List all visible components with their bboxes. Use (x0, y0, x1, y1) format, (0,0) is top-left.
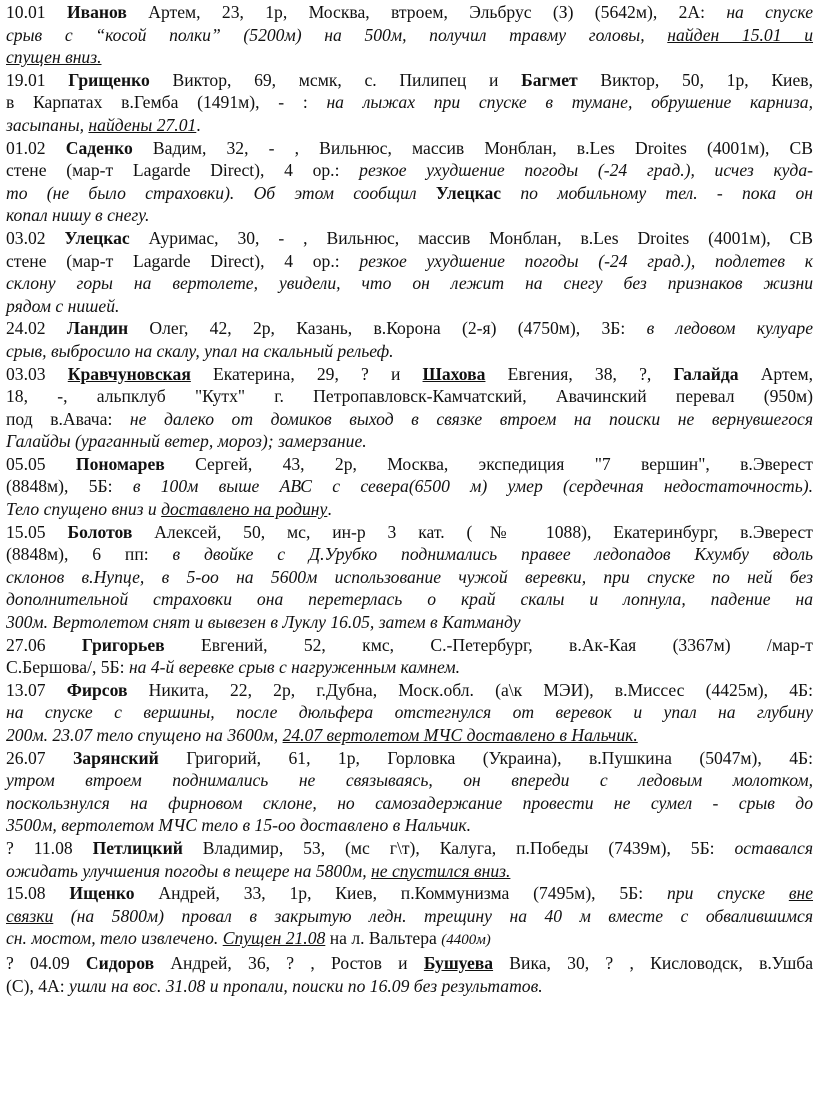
entry-text: Артем, (738, 363, 813, 384)
entry-line (6, 159, 813, 182)
entry-line (6, 747, 813, 770)
incident-description: (на 5800м) провал в закрытую ледн. трещину на 40 м вместе с обвалившимся (53, 905, 813, 926)
incident-description: 3500м, вертолетом МЧС тело в 15-оо доставлено в Нальчик. (6, 815, 472, 836)
incident-description: Галайды (ураганный ветер, мороз); замерзание. (6, 431, 367, 452)
entry-text: стене (мар-т Lagarde Direct), 4 ор.: (6, 160, 360, 181)
incident-description: резкое ухудшение погоды (-24 град.), подлетев к (359, 250, 813, 271)
person-name: Галайда (673, 363, 739, 384)
entry-text: Владимир, 53, (мс г\т), Калуга, п.Победы (7439м), 5Б: (182, 837, 735, 858)
entry-text: 05.05 (6, 453, 76, 474)
entry-line (6, 543, 813, 566)
incident-description: склонов в.Нупце, в 5-оо на 5600м использование чужой веревки, при спуске по ней без (6, 566, 813, 587)
entry-line (6, 634, 813, 657)
person-name: Фирсов (66, 679, 128, 700)
entry-text: Евгений, 52, кмс, С.-Петербург, в.Ак-Кая (3367м) /мар-т (164, 634, 813, 655)
incident-description: сн. мостом, тело извлечено. (6, 928, 223, 949)
accident-list (6, 1, 813, 997)
entry-text: под в.Авача: (6, 408, 130, 429)
entry-text: Григорий, 61, 1р, Горловка (Украина), в.Пушкина (5047м), 4Б: (158, 747, 813, 768)
incident-description: засыпаны, (6, 114, 89, 135)
accident-entry (6, 837, 813, 882)
entry-line (6, 182, 813, 205)
entry-text: Артем, 23, 1р, Москва, втроем, Эльбрус (З) (5642м), 2А: (126, 2, 727, 22)
entry-text: Андрей, 36, ? , Ростов и (154, 952, 424, 973)
entry-line (6, 430, 813, 453)
entry-text: Екатерина, 29, ? и (190, 363, 423, 384)
person-name: Грищенко (68, 69, 150, 90)
entry-line (6, 453, 813, 476)
incident-description: в двойке с Д.Урубко поднимались правее ледопадов Кхумбу вдоль (172, 544, 813, 565)
incident-description: доставлено на родину (161, 499, 328, 520)
entry-line (6, 882, 813, 905)
entry-text: 26.07 (6, 747, 74, 768)
incident-description: спущен вниз. (6, 47, 102, 68)
incident-description: (4400м) (441, 932, 491, 949)
entry-text: (С), 4А: (6, 975, 70, 996)
entry-line (6, 69, 813, 92)
entry-text: 13.07 (6, 679, 67, 700)
person-name: Саденко (65, 137, 133, 158)
entry-line (6, 137, 813, 160)
accident-entry (6, 453, 813, 521)
incident-description: на спуске (726, 2, 814, 22)
entry-text: Никита, 22, 2р, г.Дубна, Моск.обл. (а\к МЭИ), в.Миссес (4425м), 4Б: (127, 679, 814, 700)
entry-text: 15.08 (6, 883, 70, 904)
entry-text: Виктор, 50, 1р, Киев, (577, 69, 813, 90)
entry-text: 18, -, альпклуб "Кутх" г. Петропавловск-Камчатский, Авачинский перевал (950м) (6, 386, 813, 407)
entry-line (6, 227, 813, 250)
entry-line (6, 724, 813, 747)
entry-line (6, 656, 813, 679)
accident-entry (6, 69, 813, 137)
incident-description: найдены 27.01 (88, 114, 197, 135)
entry-line (6, 952, 813, 975)
person-name: Багмет (521, 69, 578, 90)
entry-line (6, 860, 813, 883)
incident-description: в ледовом кулуаре (646, 318, 814, 339)
entry-line (6, 385, 813, 408)
entry-text: 15.05 (6, 521, 68, 542)
incident-description: 24.07 вертолетом МЧС доставлено в Нальчик. (282, 725, 638, 745)
incident-description: не далеко от домиков выход в связке втроем на поиски не вернувшегося (129, 408, 813, 429)
entry-text: (8848м), 6 пп: (6, 544, 173, 565)
entry-line (6, 701, 813, 724)
entry-line (6, 588, 813, 611)
accident-entry (6, 137, 813, 227)
entry-text: Евгения, 38, ?, (485, 363, 674, 384)
incident-description: срыв, выбросило на скалу, упал на скальный рельеф. (6, 340, 394, 361)
accident-entry (6, 521, 813, 634)
person-name: Ищенко (69, 883, 135, 904)
incident-description: в 100м выше АВС с севера(6500 м) умер (сердечная недостаточность). (132, 476, 813, 497)
person-name: Зарянский (73, 747, 159, 768)
entry-line (6, 975, 813, 998)
entry-text: 27.06 (6, 634, 82, 655)
incident-description: на спуске с вершины, после дюльфера отстегнулся от веревок и упал на глубину (6, 702, 813, 723)
entry-line (6, 91, 813, 114)
incident-description: то (не было страховки). Об этом сообщил (6, 182, 436, 203)
entry-line (6, 114, 813, 137)
entry-text: Ауримас, 30, - , Вильнюс, массив Монблан, в.Les Droites (4001м), СВ (129, 227, 814, 248)
entry-line (6, 679, 813, 702)
incident-description: поскользнулся на фирновом склоне, но самозадержание провести не сумел - срыв до (6, 792, 813, 813)
entry-text: 03.02 (6, 227, 65, 248)
entry-line (6, 272, 813, 295)
entry-text: стене (мар-т Lagarde Direct), 4 ор.: (6, 250, 360, 271)
accident-entry (6, 363, 813, 453)
incident-description: ушли на вос. 31.08 и пропали, поиски по 16.09 без результатов. (69, 975, 543, 996)
incident-description: оставался (734, 837, 813, 858)
incident-description: срыв с “косой полки” (5200м) на 500м, получил травму головы, (6, 24, 668, 45)
incident-description: на 4-й веревке срыв с нагруженным камнем. (128, 657, 460, 678)
entry-text: Сергей, 43, 2р, Москва, экспедиция "7 вершин", в.Эверест (164, 453, 813, 474)
accident-entry (6, 747, 813, 837)
entry-line (6, 837, 813, 860)
incident-description: рядом с нишей. (6, 295, 120, 316)
entry-line (6, 475, 813, 498)
entry-line (6, 363, 813, 386)
entry-line (6, 317, 813, 340)
entry-text: ? 11.08 (6, 837, 93, 858)
entry-line (6, 927, 813, 952)
entry-line (6, 611, 813, 634)
person-name: Болотов (67, 521, 133, 542)
accident-entry (6, 952, 813, 997)
incident-description: Тело спущено вниз и (6, 499, 162, 520)
entry-text: С.Бершова/, 5Б: (6, 657, 129, 678)
accident-entry (6, 634, 813, 679)
entry-text: (8848м), 5Б: (6, 476, 133, 497)
incident-description: 300м. Вертолетом снят и вывезен в Луклу 16.05, затем в Катманду (6, 612, 521, 633)
person-name: Улецкас (64, 227, 130, 248)
entry-text: Алексей, 50, мс, ин-р 3 кат. (№ 1088), Екатеринбург, в.Эверест (132, 521, 813, 542)
entry-text: Вадим, 32, - , Вильнюс, массив Монблан, в.Les Droites (4001м), СВ (132, 137, 814, 158)
entry-line (6, 408, 813, 431)
accident-entry (6, 1, 813, 69)
entry-line (6, 295, 813, 318)
incident-description: 200м. 23.07 тело спущено на 3600м, (6, 725, 283, 745)
entry-line (6, 24, 813, 47)
entry-text: 10.01 (6, 2, 67, 22)
incident-description: по мобильному тел. - пока он (501, 182, 813, 203)
entry-text: . (327, 499, 332, 520)
entry-text: на л. Вальтера (325, 928, 442, 949)
entry-line (6, 905, 813, 928)
person-name: Улецкас (435, 182, 502, 203)
entry-line (6, 814, 813, 837)
person-name: Григорьев (81, 634, 165, 655)
accident-entry (6, 882, 813, 952)
person-name: Иванов (66, 2, 127, 22)
person-name: Кравчуновская (67, 363, 191, 384)
incident-description: склону горы на вертолете, увидели, что он лежит на снегу без признаков жизни (6, 273, 813, 294)
incident-description: найден 15.01 и (667, 24, 813, 45)
person-name: Бушуева (423, 952, 494, 973)
entry-line (6, 1, 813, 24)
entry-text: 01.02 (6, 137, 66, 158)
incident-description: утром втроем поднимались не связываясь, он впереди с ледовым молотком, (6, 770, 813, 791)
incident-description: при спуске (666, 883, 789, 904)
entry-text: в Карпатах в.Гемба (1491м), - : (6, 92, 327, 113)
incident-description: связки (6, 905, 54, 926)
accident-entry (6, 227, 813, 317)
entry-line (6, 792, 813, 815)
incident-description: копал нишу в снегу. (6, 205, 150, 226)
entry-line (6, 204, 813, 227)
entry-line (6, 498, 813, 521)
accident-entry (6, 317, 813, 362)
entry-text: 24.02 (6, 318, 67, 339)
incident-description: ожидать улучшения погоды в пещере на 5800м, (6, 860, 372, 881)
entry-text: Виктор, 69, мсмк, с. Пилипец и (149, 69, 522, 90)
entry-text: 03.03 (6, 363, 68, 384)
incident-description: резкое ухудшение погоды (-24 град.), исчез куда- (359, 160, 813, 181)
entry-line (6, 521, 813, 544)
entry-text: ? 04.09 (6, 952, 86, 973)
incident-description: на лыжах при спуске в тумане, обрушение карниза, (326, 92, 813, 113)
entry-line (6, 340, 813, 363)
accident-entry (6, 679, 813, 747)
entry-text: Вика, 30, ? , Кисловодск, в.Ушба (493, 952, 813, 973)
entry-text: Олег, 42, 2р, Казань, в.Корона (2-я) (4750м), 3Б: (128, 318, 647, 339)
person-name: Пономарев (75, 453, 165, 474)
entry-line (6, 46, 813, 69)
person-name: Петлицкий (92, 837, 183, 858)
entry-text: 19.01 (6, 69, 69, 90)
person-name: Шахова (422, 363, 486, 384)
person-name: Ландин (66, 318, 129, 339)
entry-line (6, 250, 813, 273)
incident-description: не спустился вниз. (371, 860, 511, 881)
incident-description: вне (788, 883, 814, 904)
incident-description: дополнительной страховки она перетерлась о край скалы и лопнула, падение на (6, 589, 813, 610)
entry-text: . (196, 114, 201, 135)
incident-description: Спущен 21.08 (222, 928, 326, 949)
entry-line (6, 566, 813, 589)
entry-line (6, 769, 813, 792)
person-name: Сидоров (85, 952, 155, 973)
entry-text: Андрей, 33, 1р, Киев, п.Коммунизма (7495м), 5Б: (134, 883, 667, 904)
